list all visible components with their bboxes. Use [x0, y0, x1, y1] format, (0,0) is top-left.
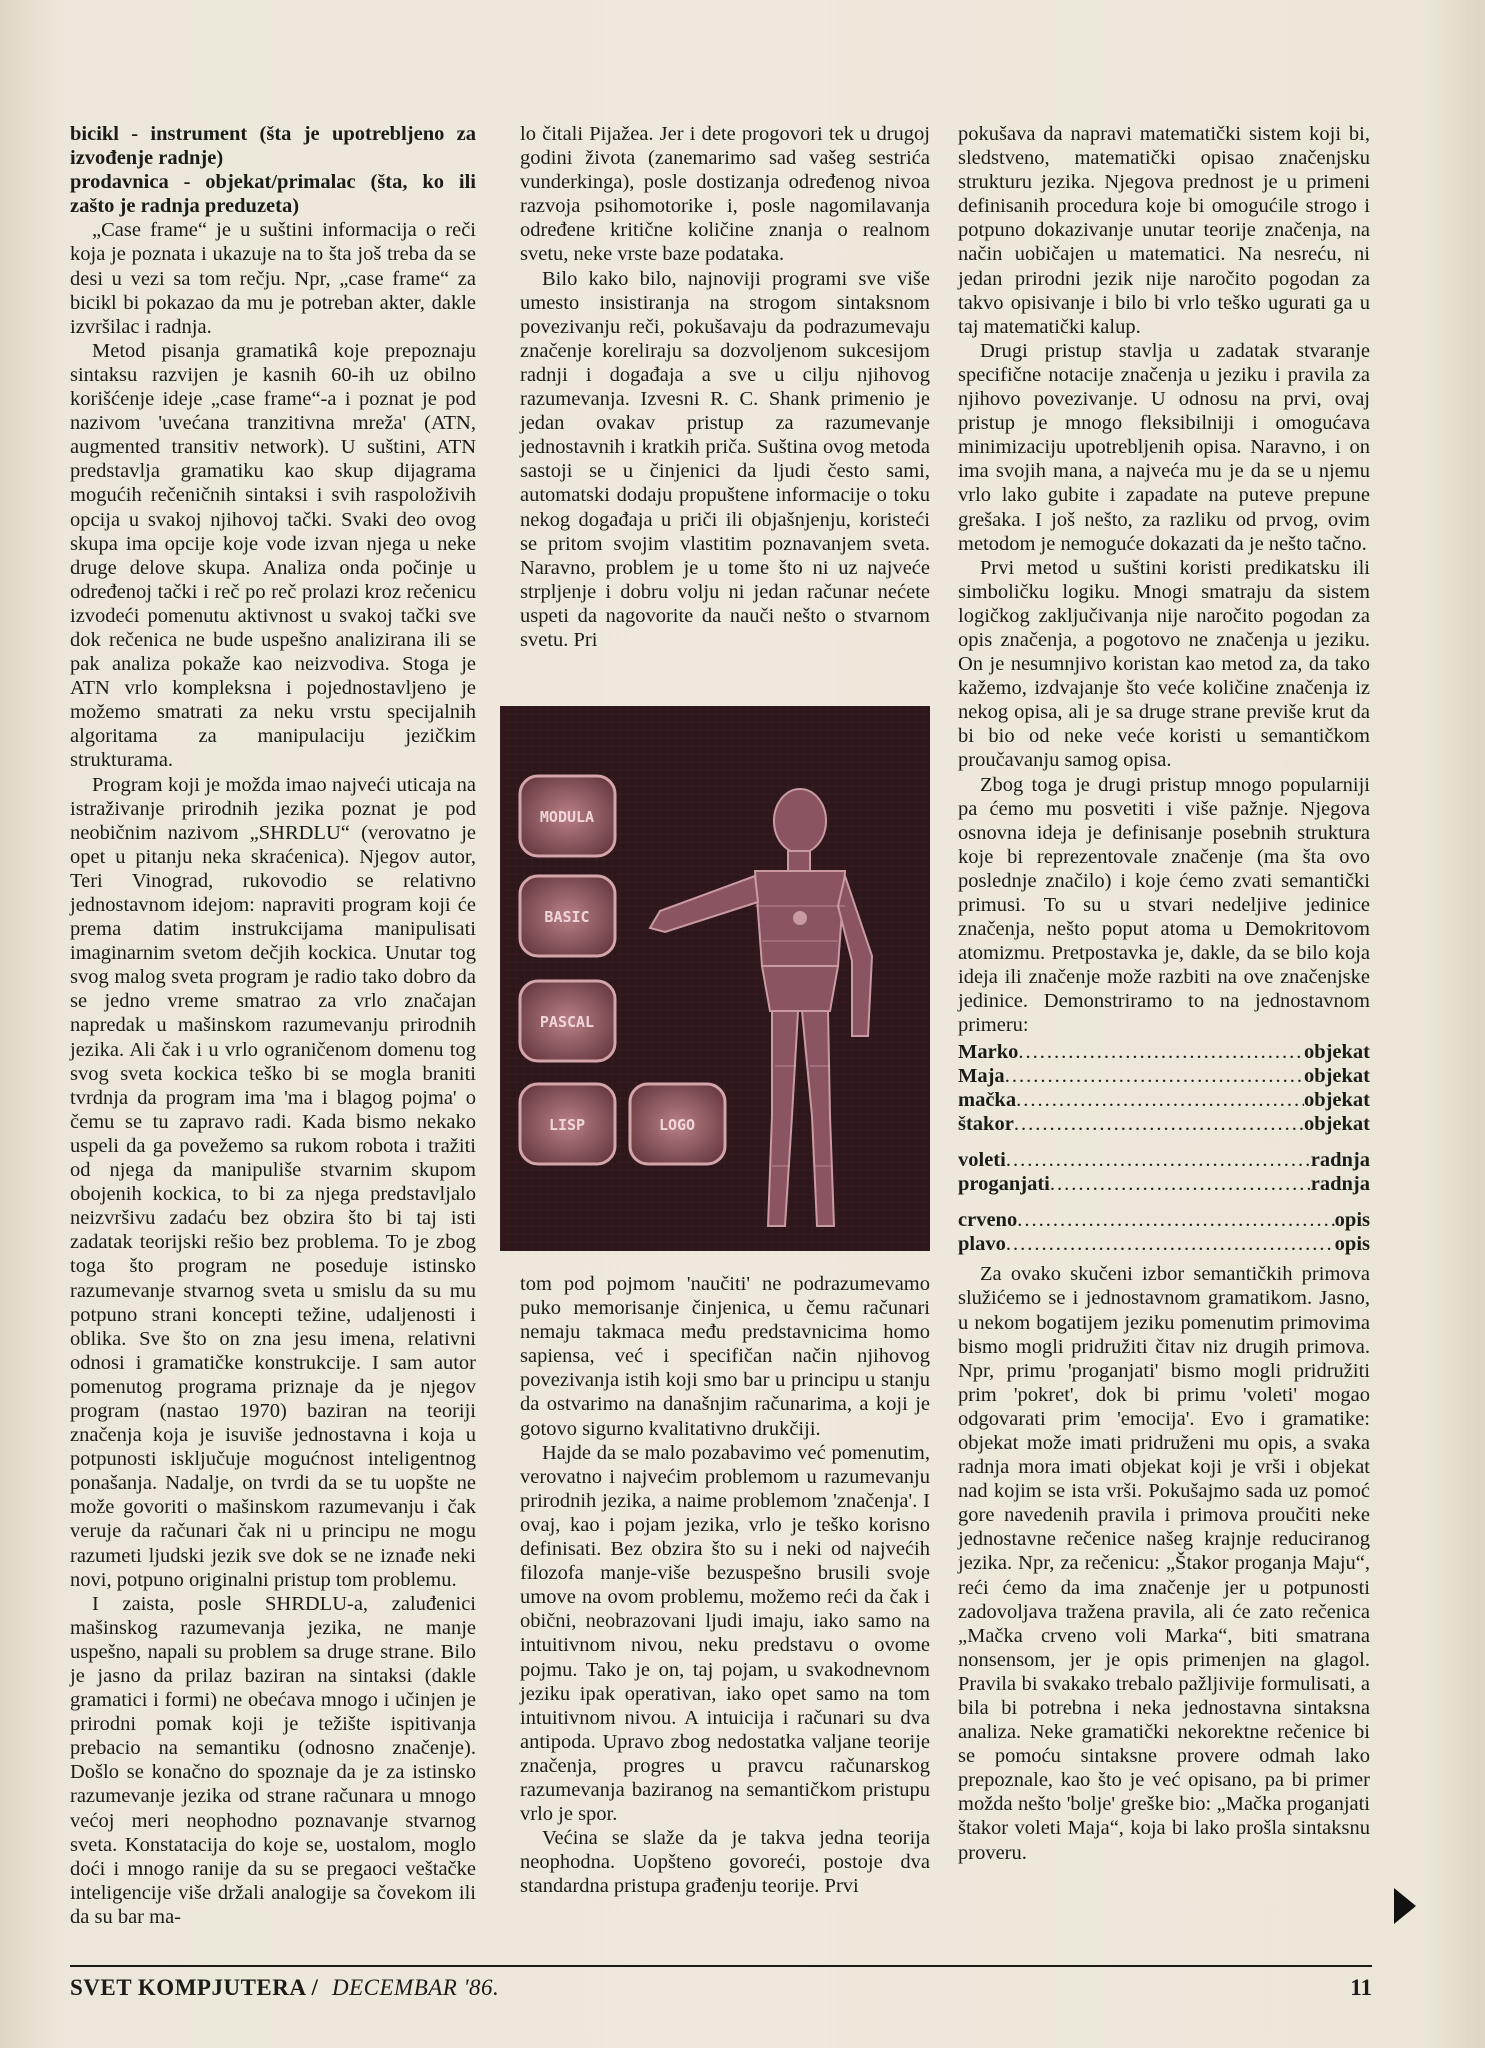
list-item: mačka ..... objekat [958, 1088, 1370, 1112]
definition-object: prodavnica - objekat/primalac (šta, ko ili zašto je radnja preduzeta) [70, 171, 476, 218]
paragraph: Većina se slaže da je takva jedna teorija neophodna. Uopšteno govoreći, postoje dva standardna pristupa građenju teorije. Prvi [520, 1827, 930, 1898]
list-item: crveno ..... opis [958, 1208, 1370, 1232]
paragraph: Za ovako skučeni izbor semantičkih primova služićemo se i jednostavnom gramatikom. Jasno, u nekom bogatijem jeziku pomenutim primovima bismo mogli pridružiti čitav niz drugih primova. Npr, primu 'proganjati' bismo mogli pridružiti prim 'pokret', dok bi primu 'voleti' mogao odgovarati prim 'emocija'. Evo i gramatike: objekat može imati pridruženi mu opis, a svaka radnja mora imati objekat koji je vrši i objekat nad kojim se ista vrši. Pokušajmo sada uz pomoć gore navedenih pravila i primova proučiti neke jednostavne rečenice našeg krajnje reduciranog jezika. Npr, za rečenicu: „Štakor proganja Maju“, reći ćemo da ima značenje jer u potpunosti zadovoljava tražena pravila, ali će zato rečenica „Mačka crveno voli Marka“, biti smatrana nonsensom, jer je opis primenjen na glagol. Pravila bi svakako trebalo pažljivije formulisati, a bila bi potrebna i neka jednostavna sintaksna analiza. Neke gramatički nekorektne rečenice bi se pomoću sintaksne provere odmah lako prepoznale, kao što je već opisano, pa bi primer možda nešto 'bolje' greške bio: „Mačka proganjati štakor voleti Maja“, koja bi lako prošla sintaksnu proveru. [958, 1263, 1370, 1864]
column-left [70, 122, 476, 1929]
issue-date: DECEMBAR '86. [332, 1975, 500, 2000]
paragraph: Metod pisanja gramatikâ koje prepoznaju sintaksu razvijen je kasnih 60-ih uz obilno korišćenje ideje „case frame“-a i poznat je pod nazivom 'uvećana tranzitivna mreža' (ATN, augmented transitiv network). U suštini, ATN predstavlja gramatiku kao skup dijagrama mogućih rečeničnih sintaksi i svih raspoloživih opcija u svakoj njihovoj tački. Svaki deo ovog skupa ima opcije koje vode izvan njega u neke druge delove skupa. Analiza onda počinje u određenoj tački i reč po reč prolazi kroz rečenicu izvodeći pomenutu aktivnost u svakoj tački sve dok rečenica ne bude uspešno analizirana ili se pak analiza pokaže kao neizvodiva. Stoga je ATN vrlo kompleksna i pojednostavljeno je možemo smatrati za neku vrstu specijalnih algoritama za manipulaciju jezičkim strukturama. [70, 339, 476, 772]
screen-label: BASIC [544, 908, 590, 926]
column-right [958, 122, 1370, 1865]
paragraph: Program koji je možda imao najveći uticaja na istraživanje prirodnih jezika poznat je pod neobičnim nazivom „SHRDLU“ (verovatno je opet u pitanju neka skraćenica). Njegov autor, Teri Vinograd, rukovodio se relativno jednostavnom idejom: napraviti program koji će prema datim instrukcijama manipulisati imaginarnim svetom dečjih kockica. Unutar tog svog malog sveta program je radio tako dobro da se jedno vreme smatrao za vrlo značajan napredak u mašinskom razumevanju prirodnih jezika. Ali čak i u vrlo ograničenom domenu tog svog sveta kockica teško bi se mogla braniti tvrdnja da program ima 'ma i blagog pojma' o čemu se tu zapravo radi. Kada bismo nekako uspeli da ga povežemo sa rukom robota i tražiti od njega da manipuliše stvarnim skupom obojenih kockica, to bi za njega predstavljalo neizvršivu zadaću bez obzira što bi taj isti zadatak teorijski rešio bez problema. To je zbog toga što program ne poseduje istinsko razumevanje stvarnog sveta u smislu da su mu potpuno strani koncepti težine, udaljenosti i oblika. Sve što on zna jesu imena, relativni odnosi i gramatičke konstrukcije. I sam autor pomenutog programa priznaje da je njegov program (nastao 1970) baziran na teoriji značenja koja je isuviše jednostavna i koja u potpunosti isključuje mogućnost inteligentnog ponašanja. Nadalje, on tvrdi da se tu uopšte ne može govoriti o mašinskom razumevanju i čak veruje da računari čak ni u principu ne mogu razumeti ljudski jezik sve dok se ne iznađe neki novi, potpuno originalni pristup tom problemu. [70, 773, 476, 1591]
robot-illustration-svg [500, 706, 930, 1251]
screen-label: PASCAL [539, 1013, 595, 1031]
column-middle-top [520, 122, 930, 652]
list-item: Maja ..... objekat [958, 1064, 1370, 1088]
page-footer [70, 1965, 1372, 2001]
paragraph: Zbog toga je drugi pristup mnogo popularniji pa ćemo mu posvetiti i više pažnje. Njegova osnovna ideja je definisanje posebnih struktura koje bi reprezentovale značenje (ma šta ovo poslednje značilo) i koje ćemo zvati semantički primusi. To su u stvari nedeljive jedinice značenja, nešto poput atoma u Demokritovom atomizmu. Pretpostavka je, dakle, da se bilo koja ideja ili značenje može razbiti na ove značenjske jedinice. Demonstriramo to na jednostavnom primeru: [958, 773, 1370, 1037]
paragraph: „Case frame“ je u suštini informacija o reči koja je poznata i ukazuje na to šta još treba da se desi u vezi sa tom rečju. Npr, „case frame“ za bicikl bi pokazao da mu je potreban akter, dakle izvršilac i radnja. [70, 219, 476, 338]
screen-label: MODULA [539, 808, 595, 826]
screen-label: LISP [548, 1116, 586, 1134]
paragraph: lo čitali Pijažea. Jer i dete progovori tek u drugoj godini života (zanemarimo sad vašeg sestrića vunderkinga), posle dostizanja određenog nivoa razvoja psihomotorike i, posle nagomilavanja određene kritične količine znanja o realnom svetu, neke vrste baze podataka. [520, 123, 930, 266]
list-item: plavo ..... opis [958, 1232, 1370, 1256]
list-item: proganjati ..... radnja [958, 1172, 1370, 1196]
list-item: Marko ..... objekat [958, 1040, 1370, 1064]
screen-label: LOGO [658, 1116, 696, 1134]
page-number: 11 [1350, 1975, 1372, 2000]
list-item: štakor ..... objekat [958, 1112, 1370, 1136]
paragraph: Bilo kako bilo, najnoviji programi sve više umesto insistiranja na strogom sintaksnom povezivanju reči, pokušavaju da podrazumevaju značenje koreliraju sa dozvoljenom sukcesijom radnji i događaja a sve u cilju njihovog razumevanja. Izvesni R. C. Shank primenio je jedan ovakav pristup za razumevanje jednostavnih i kratkih priča. Suština ovog metoda sastoji se u činjenici da ljudi često sami, automatski dodaju propuštene informacije o toku nekog događaja u priči ili objašnjenju, koristeći se pritom svojim vlastitim poznavanjem sveta. Naravno, problem je u tome što ni uz najveće strpljenje i dobru volju ni jedan računar nećete uspeti da nagovorite da nauči nešto o stvarnom svetu. Pri [520, 267, 930, 651]
continue-arrow-icon [1394, 1888, 1416, 1924]
list-item: voleti ..... radnja [958, 1148, 1370, 1172]
magazine-name: SVET KOMPJUTERA / [70, 1975, 319, 2000]
column-middle-bottom [520, 1272, 930, 1898]
semantic-primes-list [958, 1040, 1370, 1257]
paragraph: I zaista, posle SHRDLU-a, zaluđenici mašinskog razumevanja jezika, ne manje uspešno, napali su problem sa druge strane. Bilo je jasno da prilaz baziran na sintaksi (dakle gramatici i formi) ne obećava mnogo i učinjen je prirodni pomak koji je težište ispitivanja prebacio na semantiku (odnosno značenje). Došlo se konačno do spoznaje da je za istinsko razumevanje jezika od strane računara u mnogo većoj meri neophodno poznavanje stvarnog sveta. Konstatacija do koje se, uostalom, moglo doći i mnogo ranije da su se pregaoci veštačke inteligencije više držali analogije sa čovekom ili da su bar ma- [70, 1592, 476, 1928]
paragraph: Hajde da se malo pozabavimo već pomenutim, verovatno i najvećim problemom u razumevanju prirodnih jezika, a naime problemom 'značenja'. I ovaj, kao i pojam jezika, vrlo je teško korisno definisati. Bez obzira što su i neki od najvećih filozofa manje-više bezuspešno brusili svoje umove na ovom problemu, možemo reći da čak i obični, neobrazovani ljudi imaju, iako samo na intuitivnom nivou, neku predstavu o ovome pojmu. Tako je on, taj pojam, u svakodnevnom jeziku ipak operativan, iako opet samo na tom intuitivnom nivou. A intuicija i računari su dva antipoda. Upravo zbog nedostatka valjane teorije značenja, progres u pravcu računarskog razumevanja baziranog na semantičkom pristupu vrlo je spor. [520, 1441, 930, 1826]
definition-instrument: bicikl - instrument (šta je upotrebljeno za izvođenje radnje) [70, 123, 476, 170]
paragraph: tom pod pojmom 'naučiti' ne podrazumevamo puko memorisanje činjenica, u čemu računari nemaju takmaca među predstavnicima homo sapiensa, već i specifičan način njihovog povezivanja istih koji smo bar u principu u stanju da ostvarimo na današnjim računarima, a koji je gotovo sigurno kvalitativno drukčiji. [520, 1273, 930, 1440]
robot-illustration [500, 706, 930, 1251]
paragraph: pokušava da napravi matematički sistem koji bi, sledstveno, matematički opisao značenjsku strukturu jezika. Njegova prednost je u primeni definisanih procedura koje bi omogućile strogo i potpuno dokazivanje unutar teorije značenja, na način uobičajen u matematici. Na nesreću, ni jedan prirodni jezik nije naročito pogodan za takvo opisivanje i bilo bi vrlo teško ugurati ga u taj matematički kalup. [958, 123, 1370, 338]
paragraph: Prvi metod u suštini koristi predikatsku ili simboličku logiku. Mnogi smatraju da sistem logičkog zaključivanja nije naročito pogodan za opis značenja, a pogotovo ne značenja u jeziku. On je nesumnjivo koristan kao metod za, da tako kažemo, izdvajanje što veće količine značenja iz nekog opisa, ali je sa druge strane previše krut da bi bio od neke veće koristi u semantičkom proučavanju samog opisa. [958, 556, 1370, 772]
paragraph: Drugi pristup stavlja u zadatak stvaranje specifične notacije značenja u jeziku i pravila za njihovo povezivanje. U odnosu na prvi, ovaj pristup je mnogo fleksibilniji i omogućava minimizaciju upotrebljenih opisa. Naravno, i on ima svojih mana, a najveća mu je da se u njemu vrlo lako gubite i zapadate na puteve prepune grešaka. I još nešto, za razliku od prvog, ovim metodom je nemoguće dokazati da je nešto tačno. [958, 339, 1370, 555]
